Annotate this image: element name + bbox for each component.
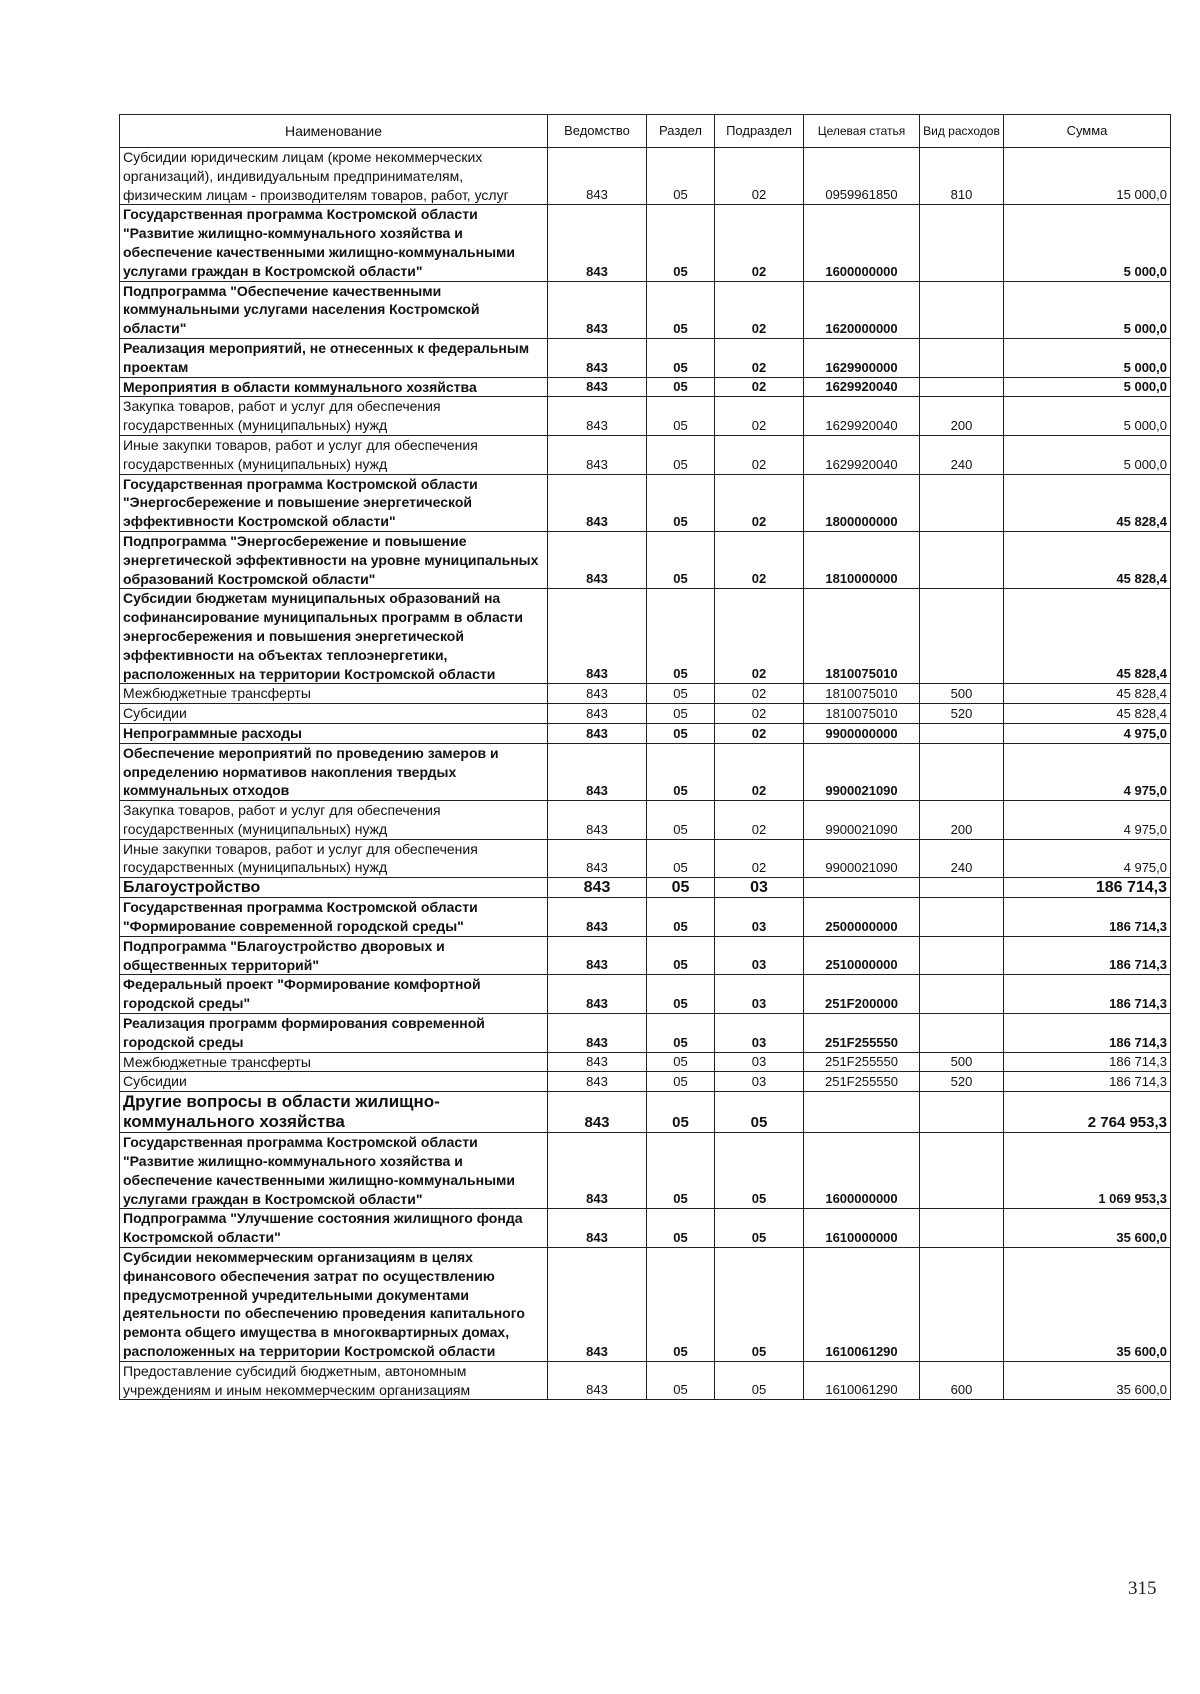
cell-section: 05 bbox=[647, 743, 715, 800]
cell-name: Подпрограмма "Энергосбережение и повышение энергетической эффективности на уровне муниципальных образований Костромской области" bbox=[120, 531, 548, 588]
cell-expense-type: 810 bbox=[920, 148, 1004, 205]
cell-target bbox=[804, 878, 920, 898]
cell-target: 1810000000 bbox=[804, 531, 920, 588]
cell-department: 843 bbox=[548, 435, 647, 474]
cell-department: 843 bbox=[548, 1092, 647, 1133]
cell-name: Федеральный проект "Формирование комфортной городской среды" bbox=[120, 975, 548, 1014]
cell-target: 1620000000 bbox=[804, 281, 920, 338]
cell-target: 1800000000 bbox=[804, 474, 920, 531]
cell-expense-type bbox=[920, 936, 1004, 975]
cell-section: 05 bbox=[647, 148, 715, 205]
table-row bbox=[120, 1072, 1171, 1092]
cell-expense-type bbox=[920, 1014, 1004, 1053]
cell-department: 843 bbox=[548, 898, 647, 937]
cell-amount: 15 000,0 bbox=[1004, 148, 1171, 205]
cell-amount: 45 828,4 bbox=[1004, 704, 1171, 724]
cell-department: 843 bbox=[548, 684, 647, 704]
table-row bbox=[120, 723, 1171, 743]
cell-subsection: 03 bbox=[715, 1072, 804, 1092]
cell-expense-type: 500 bbox=[920, 684, 1004, 704]
table-row bbox=[120, 1361, 1171, 1400]
cell-target bbox=[804, 1092, 920, 1133]
table-row bbox=[120, 801, 1171, 840]
cell-target: 2500000000 bbox=[804, 898, 920, 937]
cell-department: 843 bbox=[548, 1014, 647, 1053]
cell-expense-type bbox=[920, 338, 1004, 377]
table-row bbox=[120, 936, 1171, 975]
cell-department: 843 bbox=[548, 338, 647, 377]
cell-department: 843 bbox=[548, 723, 647, 743]
cell-section: 05 bbox=[647, 1361, 715, 1400]
cell-subsection: 03 bbox=[715, 1052, 804, 1072]
cell-section: 05 bbox=[647, 435, 715, 474]
table-row bbox=[120, 743, 1171, 800]
cell-target: 2510000000 bbox=[804, 936, 920, 975]
cell-expense-type bbox=[920, 531, 1004, 588]
table-row bbox=[120, 1014, 1171, 1053]
table-row bbox=[120, 589, 1171, 684]
cell-amount: 35 600,0 bbox=[1004, 1248, 1171, 1362]
cell-amount: 4 975,0 bbox=[1004, 839, 1171, 878]
cell-department: 843 bbox=[548, 801, 647, 840]
cell-name: Межбюджетные трансферты bbox=[120, 1052, 548, 1072]
cell-expense-type bbox=[920, 898, 1004, 937]
cell-subsection: 03 bbox=[715, 975, 804, 1014]
cell-name: Субсидии юридическим лицам (кроме некоммерческих организаций), индивидуальным предпринимателям, физическим лицам - производителям товаров, работ, услуг bbox=[120, 148, 548, 205]
cell-amount: 45 828,4 bbox=[1004, 589, 1171, 684]
cell-expense-type bbox=[920, 377, 1004, 397]
cell-name: Субсидии некоммерческим организациям в целях финансового обеспечения затрат по осуществлению предусмотренной учредительными документами деятельности по обеспечению проведения капитального ремонта общего имущества в многоквартирных домах, расположенных на территории Костромской области bbox=[120, 1248, 548, 1362]
cell-name: Другие вопросы в области жилищно-коммунального хозяйства bbox=[120, 1092, 548, 1133]
header-name: Наименование bbox=[120, 115, 548, 148]
table-row bbox=[120, 281, 1171, 338]
cell-amount: 45 828,4 bbox=[1004, 531, 1171, 588]
cell-name: Межбюджетные трансферты bbox=[120, 684, 548, 704]
cell-expense-type: 500 bbox=[920, 1052, 1004, 1072]
cell-subsection: 02 bbox=[715, 281, 804, 338]
cell-department: 843 bbox=[548, 377, 647, 397]
cell-subsection: 02 bbox=[715, 801, 804, 840]
cell-subsection: 02 bbox=[715, 377, 804, 397]
budget-table bbox=[119, 114, 1171, 1400]
cell-department: 843 bbox=[548, 397, 647, 436]
cell-amount: 5 000,0 bbox=[1004, 377, 1171, 397]
table-row bbox=[120, 377, 1171, 397]
cell-section: 05 bbox=[647, 589, 715, 684]
cell-name: Государственная программа Костромской области "Формирование современной городской среды" bbox=[120, 898, 548, 937]
cell-section: 05 bbox=[647, 704, 715, 724]
cell-department: 843 bbox=[548, 281, 647, 338]
cell-subsection: 03 bbox=[715, 878, 804, 898]
cell-target: 1610061290 bbox=[804, 1248, 920, 1362]
cell-expense-type: 200 bbox=[920, 801, 1004, 840]
table-row bbox=[120, 1092, 1171, 1133]
table-row bbox=[120, 878, 1171, 898]
cell-name: Подпрограмма "Обеспечение качественными коммунальными услугами населения Костромской области" bbox=[120, 281, 548, 338]
cell-subsection: 05 bbox=[715, 1133, 804, 1209]
cell-name: Государственная программа Костромской области "Развитие жилищно-коммунального хозяйства и обеспечение качественными жилищно-коммунальными услугами граждан в Костромской области" bbox=[120, 205, 548, 281]
cell-amount: 5 000,0 bbox=[1004, 205, 1171, 281]
cell-section: 05 bbox=[647, 1248, 715, 1362]
cell-subsection: 02 bbox=[715, 531, 804, 588]
cell-expense-type bbox=[920, 474, 1004, 531]
cell-amount: 4 975,0 bbox=[1004, 723, 1171, 743]
table-row bbox=[120, 898, 1171, 937]
cell-section: 05 bbox=[647, 1092, 715, 1133]
cell-subsection: 02 bbox=[715, 589, 804, 684]
cell-target: 1629920040 bbox=[804, 435, 920, 474]
cell-expense-type bbox=[920, 589, 1004, 684]
cell-name: Благоустройство bbox=[120, 878, 548, 898]
cell-name: Непрограммные расходы bbox=[120, 723, 548, 743]
cell-target: 1629920040 bbox=[804, 377, 920, 397]
cell-section: 05 bbox=[647, 898, 715, 937]
cell-target: 1810075010 bbox=[804, 589, 920, 684]
cell-name: Реализация программ формирования современной городской среды bbox=[120, 1014, 548, 1053]
table-row bbox=[120, 338, 1171, 377]
cell-subsection: 02 bbox=[715, 435, 804, 474]
table-row bbox=[120, 435, 1171, 474]
cell-subsection: 02 bbox=[715, 338, 804, 377]
cell-department: 843 bbox=[548, 205, 647, 281]
cell-subsection: 05 bbox=[715, 1209, 804, 1248]
cell-amount: 35 600,0 bbox=[1004, 1361, 1171, 1400]
cell-expense-type: 200 bbox=[920, 397, 1004, 436]
cell-expense-type bbox=[920, 743, 1004, 800]
cell-amount: 186 714,3 bbox=[1004, 1072, 1171, 1092]
cell-expense-type: 520 bbox=[920, 1072, 1004, 1092]
cell-expense-type: 520 bbox=[920, 704, 1004, 724]
cell-name: Подпрограмма "Благоустройство дворовых и общественных территорий" bbox=[120, 936, 548, 975]
cell-department: 843 bbox=[548, 1361, 647, 1400]
cell-section: 05 bbox=[647, 684, 715, 704]
cell-name: Субсидии bbox=[120, 1072, 548, 1092]
table-row bbox=[120, 474, 1171, 531]
cell-amount: 5 000,0 bbox=[1004, 397, 1171, 436]
cell-subsection: 05 bbox=[715, 1361, 804, 1400]
cell-subsection: 05 bbox=[715, 1092, 804, 1133]
cell-subsection: 03 bbox=[715, 936, 804, 975]
cell-target: 1810075010 bbox=[804, 704, 920, 724]
cell-section: 05 bbox=[647, 1209, 715, 1248]
cell-subsection: 02 bbox=[715, 205, 804, 281]
cell-department: 843 bbox=[548, 474, 647, 531]
cell-expense-type bbox=[920, 723, 1004, 743]
cell-amount: 186 714,3 bbox=[1004, 898, 1171, 937]
cell-name: Государственная программа Костромской области "Развитие жилищно-коммунального хозяйства и обеспечение качественными жилищно-коммунальными услугами граждан в Костромской области" bbox=[120, 1133, 548, 1209]
cell-department: 843 bbox=[548, 704, 647, 724]
cell-name: Иные закупки товаров, работ и услуг для обеспечения государственных (муниципальных) нужд bbox=[120, 839, 548, 878]
cell-section: 05 bbox=[647, 281, 715, 338]
cell-section: 05 bbox=[647, 878, 715, 898]
cell-target: 9900021090 bbox=[804, 743, 920, 800]
cell-department: 843 bbox=[548, 1072, 647, 1092]
cell-target: 9900021090 bbox=[804, 839, 920, 878]
table-row bbox=[120, 704, 1171, 724]
cell-target: 1629920040 bbox=[804, 397, 920, 436]
cell-expense-type bbox=[920, 1209, 1004, 1248]
cell-amount: 5 000,0 bbox=[1004, 281, 1171, 338]
cell-name: Закупка товаров, работ и услуг для обеспечения государственных (муниципальных) нужд bbox=[120, 397, 548, 436]
cell-section: 05 bbox=[647, 1052, 715, 1072]
cell-amount: 5 000,0 bbox=[1004, 435, 1171, 474]
cell-target: 9900021090 bbox=[804, 801, 920, 840]
cell-subsection: 03 bbox=[715, 1014, 804, 1053]
cell-department: 843 bbox=[548, 148, 647, 205]
header-expense-type: Вид расходов bbox=[920, 115, 1004, 148]
cell-amount: 186 714,3 bbox=[1004, 878, 1171, 898]
cell-amount: 35 600,0 bbox=[1004, 1209, 1171, 1248]
page-number: 315 bbox=[1128, 1578, 1157, 1599]
cell-amount: 1 069 953,3 bbox=[1004, 1133, 1171, 1209]
cell-department: 843 bbox=[548, 1248, 647, 1362]
cell-department: 843 bbox=[548, 1209, 647, 1248]
cell-amount: 4 975,0 bbox=[1004, 743, 1171, 800]
cell-section: 05 bbox=[647, 474, 715, 531]
cell-target: 251F200000 bbox=[804, 975, 920, 1014]
cell-section: 05 bbox=[647, 839, 715, 878]
cell-subsection: 03 bbox=[715, 898, 804, 937]
cell-expense-type bbox=[920, 975, 1004, 1014]
table-row bbox=[120, 1209, 1171, 1248]
cell-name: Государственная программа Костромской области "Энергосбережение и повышение энергетической эффективности Костромской области" bbox=[120, 474, 548, 531]
cell-amount: 186 714,3 bbox=[1004, 975, 1171, 1014]
cell-section: 05 bbox=[647, 1014, 715, 1053]
table-row bbox=[120, 684, 1171, 704]
cell-amount: 45 828,4 bbox=[1004, 474, 1171, 531]
cell-name: Подпрограмма "Улучшение состояния жилищного фонда Костромской области" bbox=[120, 1209, 548, 1248]
cell-subsection: 02 bbox=[715, 723, 804, 743]
cell-section: 05 bbox=[647, 801, 715, 840]
cell-expense-type: 240 bbox=[920, 435, 1004, 474]
cell-amount: 186 714,3 bbox=[1004, 936, 1171, 975]
cell-target: 1600000000 bbox=[804, 1133, 920, 1209]
table-row bbox=[120, 1248, 1171, 1362]
cell-section: 05 bbox=[647, 397, 715, 436]
cell-name: Иные закупки товаров, работ и услуг для обеспечения государственных (муниципальных) нужд bbox=[120, 435, 548, 474]
cell-section: 05 bbox=[647, 338, 715, 377]
cell-target: 1810075010 bbox=[804, 684, 920, 704]
cell-amount: 45 828,4 bbox=[1004, 684, 1171, 704]
cell-amount: 186 714,3 bbox=[1004, 1052, 1171, 1072]
cell-name: Предоставление субсидий бюджетным, автономным учреждениям и иным некоммерческим организациям bbox=[120, 1361, 548, 1400]
cell-section: 05 bbox=[647, 377, 715, 397]
cell-subsection: 02 bbox=[715, 743, 804, 800]
cell-department: 843 bbox=[548, 936, 647, 975]
cell-department: 843 bbox=[548, 743, 647, 800]
cell-section: 05 bbox=[647, 723, 715, 743]
cell-expense-type bbox=[920, 205, 1004, 281]
cell-department: 843 bbox=[548, 975, 647, 1014]
table-row bbox=[120, 975, 1171, 1014]
cell-amount: 186 714,3 bbox=[1004, 1014, 1171, 1053]
cell-section: 05 bbox=[647, 1133, 715, 1209]
table-body bbox=[120, 148, 1171, 1400]
cell-expense-type bbox=[920, 1133, 1004, 1209]
header-subsection: Подраздел bbox=[715, 115, 804, 148]
table-row bbox=[120, 397, 1171, 436]
cell-department: 843 bbox=[548, 839, 647, 878]
cell-section: 05 bbox=[647, 1072, 715, 1092]
cell-name: Мероприятия в области коммунального хозяйства bbox=[120, 377, 548, 397]
table-row bbox=[120, 1133, 1171, 1209]
cell-target: 1600000000 bbox=[804, 205, 920, 281]
cell-expense-type bbox=[920, 1092, 1004, 1133]
cell-expense-type bbox=[920, 1248, 1004, 1362]
cell-expense-type: 240 bbox=[920, 839, 1004, 878]
table-header-row bbox=[120, 115, 1171, 148]
cell-target: 251F255550 bbox=[804, 1014, 920, 1053]
cell-target: 1629900000 bbox=[804, 338, 920, 377]
cell-department: 843 bbox=[548, 1133, 647, 1209]
cell-department: 843 bbox=[548, 589, 647, 684]
cell-subsection: 05 bbox=[715, 1248, 804, 1362]
cell-department: 843 bbox=[548, 878, 647, 898]
header-target: Целевая статья bbox=[804, 115, 920, 148]
table-row bbox=[120, 148, 1171, 205]
cell-subsection: 02 bbox=[715, 474, 804, 531]
cell-target: 9900000000 bbox=[804, 723, 920, 743]
cell-section: 05 bbox=[647, 531, 715, 588]
cell-amount: 2 764 953,3 bbox=[1004, 1092, 1171, 1133]
cell-target: 251F255550 bbox=[804, 1072, 920, 1092]
cell-department: 843 bbox=[548, 1052, 647, 1072]
cell-target: 251F255550 bbox=[804, 1052, 920, 1072]
cell-subsection: 02 bbox=[715, 839, 804, 878]
cell-target: 0959961850 bbox=[804, 148, 920, 205]
table-row bbox=[120, 531, 1171, 588]
cell-target: 1610061290 bbox=[804, 1361, 920, 1400]
cell-name: Субсидии bbox=[120, 704, 548, 724]
table-row bbox=[120, 1052, 1171, 1072]
cell-department: 843 bbox=[548, 531, 647, 588]
cell-expense-type: 600 bbox=[920, 1361, 1004, 1400]
cell-expense-type bbox=[920, 281, 1004, 338]
header-department: Ведомство bbox=[548, 115, 647, 148]
cell-name: Субсидии бюджетам муниципальных образований на софинансирование муниципальных программ в области энергосбережения и повышения энергетической эффективности на объектах теплоэнергетики, расположенных на территории Костромской области bbox=[120, 589, 548, 684]
cell-name: Закупка товаров, работ и услуг для обеспечения государственных (муниципальных) нужд bbox=[120, 801, 548, 840]
cell-expense-type bbox=[920, 878, 1004, 898]
table-row bbox=[120, 205, 1171, 281]
cell-target: 1610000000 bbox=[804, 1209, 920, 1248]
cell-subsection: 02 bbox=[715, 397, 804, 436]
cell-amount: 4 975,0 bbox=[1004, 801, 1171, 840]
cell-name: Обеспечение мероприятий по проведению замеров и определению нормативов накопления твердых коммунальных отходов bbox=[120, 743, 548, 800]
cell-name: Реализация мероприятий, не отнесенных к федеральным проектам bbox=[120, 338, 548, 377]
cell-section: 05 bbox=[647, 975, 715, 1014]
cell-subsection: 02 bbox=[715, 684, 804, 704]
header-amount: Сумма bbox=[1004, 115, 1171, 148]
table-row bbox=[120, 839, 1171, 878]
cell-section: 05 bbox=[647, 205, 715, 281]
cell-section: 05 bbox=[647, 936, 715, 975]
cell-amount: 5 000,0 bbox=[1004, 338, 1171, 377]
cell-subsection: 02 bbox=[715, 704, 804, 724]
cell-subsection: 02 bbox=[715, 148, 804, 205]
header-section: Раздел bbox=[647, 115, 715, 148]
